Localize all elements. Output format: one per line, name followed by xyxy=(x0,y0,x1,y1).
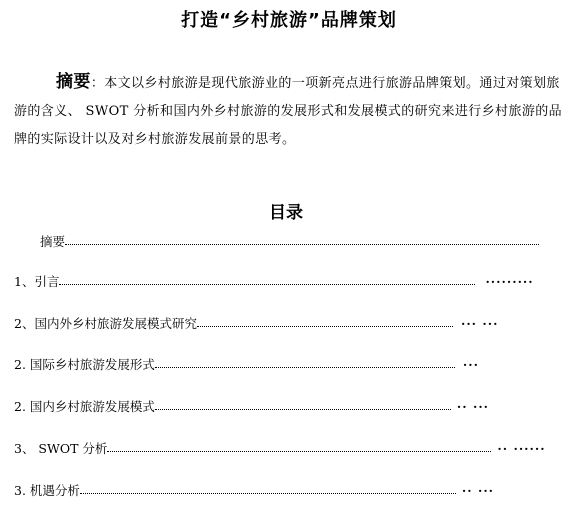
abstract-label: 摘要 xyxy=(56,72,91,92)
toc-item-label: 1、引言 xyxy=(14,274,60,289)
abstract-text: 本文以乡村旅游是现代旅游业的一项新亮点进行旅游品牌策划。通过对策划旅游的含义、 SWOT 分析和国内外乡村旅游的发展形式和发展模式的研究来进行乡村旅游的品牌的实际设计以及对乡村旅游发展前景的思考。 xyxy=(14,76,563,147)
toc-leader-dots xyxy=(59,272,475,285)
toc-leader-dots xyxy=(65,232,539,245)
toc-leader-dots xyxy=(155,397,451,410)
toc-item-introduction[interactable] xyxy=(14,272,534,292)
toc-item-tail: ··· ··· xyxy=(460,316,499,331)
abstract-paragraph xyxy=(14,68,566,154)
toc-item-label: 2、国内外乡村旅游发展模式研究 xyxy=(14,316,197,331)
toc-item-label: 摘要 xyxy=(40,234,66,249)
document-title: 打造“乡村旅游”品牌策划 xyxy=(181,10,397,31)
toc-leader-dots xyxy=(197,314,453,327)
toc-item-tail: ··· xyxy=(462,357,479,372)
toc-leader-dots xyxy=(155,355,455,368)
toc-item-tail: ·· ··· xyxy=(456,399,490,414)
toc-item-label: 2. 国际乡村旅游发展形式 xyxy=(14,357,155,372)
toc-item-tail: ·· ··· xyxy=(461,483,495,498)
toc-item-label: 2. 国内乡村旅游发展模式 xyxy=(14,399,155,414)
toc-item-tail: ········· xyxy=(485,274,534,289)
toc-leader-dots xyxy=(107,439,491,452)
toc-title: 目录 xyxy=(269,203,303,223)
toc-item-opportunity-analysis[interactable] xyxy=(14,481,494,501)
abstract-colon: ： xyxy=(90,76,105,91)
toc-item-label: 3、 SWOT 分析 xyxy=(14,441,108,456)
toc-item-swot-analysis[interactable] xyxy=(14,439,546,459)
toc-item-tail: ·· ······ xyxy=(497,441,546,456)
toc-item-domestic-models[interactable] xyxy=(14,397,489,417)
toc-item-label: 3. 机遇分析 xyxy=(14,483,80,498)
toc-item-abstract[interactable] xyxy=(40,232,539,252)
toc-leader-dots xyxy=(80,481,456,494)
toc-item-domestic-foreign-models[interactable] xyxy=(14,314,498,334)
toc-item-international-forms[interactable] xyxy=(14,355,479,375)
